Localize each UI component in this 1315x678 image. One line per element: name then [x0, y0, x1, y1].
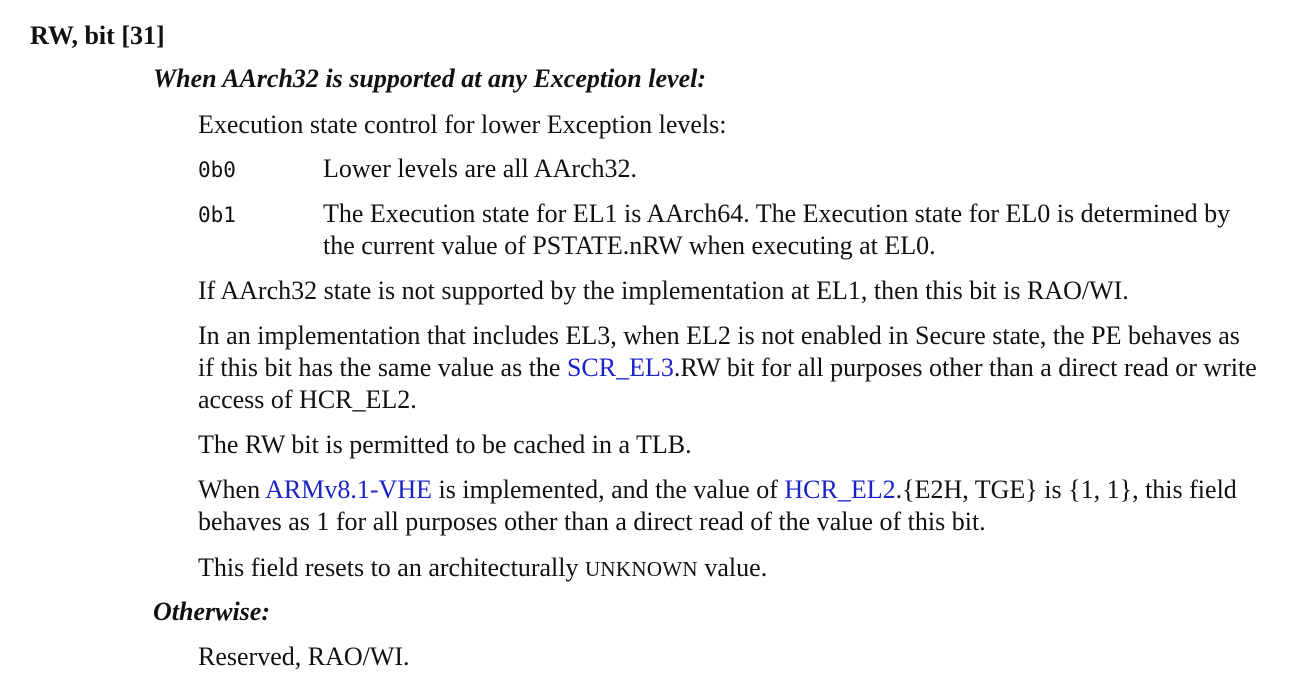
vhe-text-3: .{E2H, TGE} is {1, 1}, this field behaves as 1 for all purposes other than a direct read of the value of this bit. — [198, 475, 1237, 536]
value-code-0b1: 0b1 — [198, 203, 236, 227]
scr-el3-link[interactable]: SCR_EL3 — [566, 353, 674, 382]
value-desc-0b0: Lower levels are all AArch32. — [323, 154, 638, 183]
condition-otherwise-heading: Otherwise: — [153, 597, 270, 626]
armv81-vhe-link[interactable]: ARMv8.1-VHE — [265, 475, 432, 504]
vhe-paragraph — [198, 474, 1258, 538]
el3-paragraph — [198, 320, 1258, 416]
field-heading: RW, bit [31] — [30, 21, 165, 50]
unknown-term: UNKNOWN — [584, 557, 698, 581]
el3-text-after: .RW bit for all purposes other than a direct read or write access of HCR_EL2. — [198, 353, 1257, 414]
el3-text-before: In an implementation that includes EL3, when EL2 is not enabled in Secure state, the PE behaves as if this bit has the same value as the — [198, 321, 1240, 382]
intro-text: Execution state control for lower Exception levels: — [198, 110, 727, 139]
reset-text-before: This field resets to an architecturally — [198, 553, 585, 582]
value-code-0b0: 0b0 — [198, 158, 236, 182]
rao-paragraph: If AArch32 state is not supported by the implementation at EL1, then this bit is RAO/WI. — [198, 276, 1129, 305]
hcr-el2-link[interactable]: HCR_EL2 — [784, 475, 896, 504]
reserved-text: Reserved, RAO/WI. — [198, 642, 410, 671]
vhe-text-2: is implemented, and the value of — [432, 475, 785, 504]
reset-paragraph — [198, 552, 1258, 585]
value-desc-0b1: The Execution state for EL1 is AArch64. The Execution state for EL0 is determined by the current value of PSTATE.nRW when executing at EL0. — [323, 199, 1231, 260]
reset-text-after: value. — [697, 553, 768, 582]
condition-aarch32-heading: When AArch32 is supported at any Exception level: — [153, 64, 706, 93]
tlb-paragraph: The RW bit is permitted to be cached in a TLB. — [198, 430, 692, 459]
vhe-text-1: When — [198, 475, 266, 504]
